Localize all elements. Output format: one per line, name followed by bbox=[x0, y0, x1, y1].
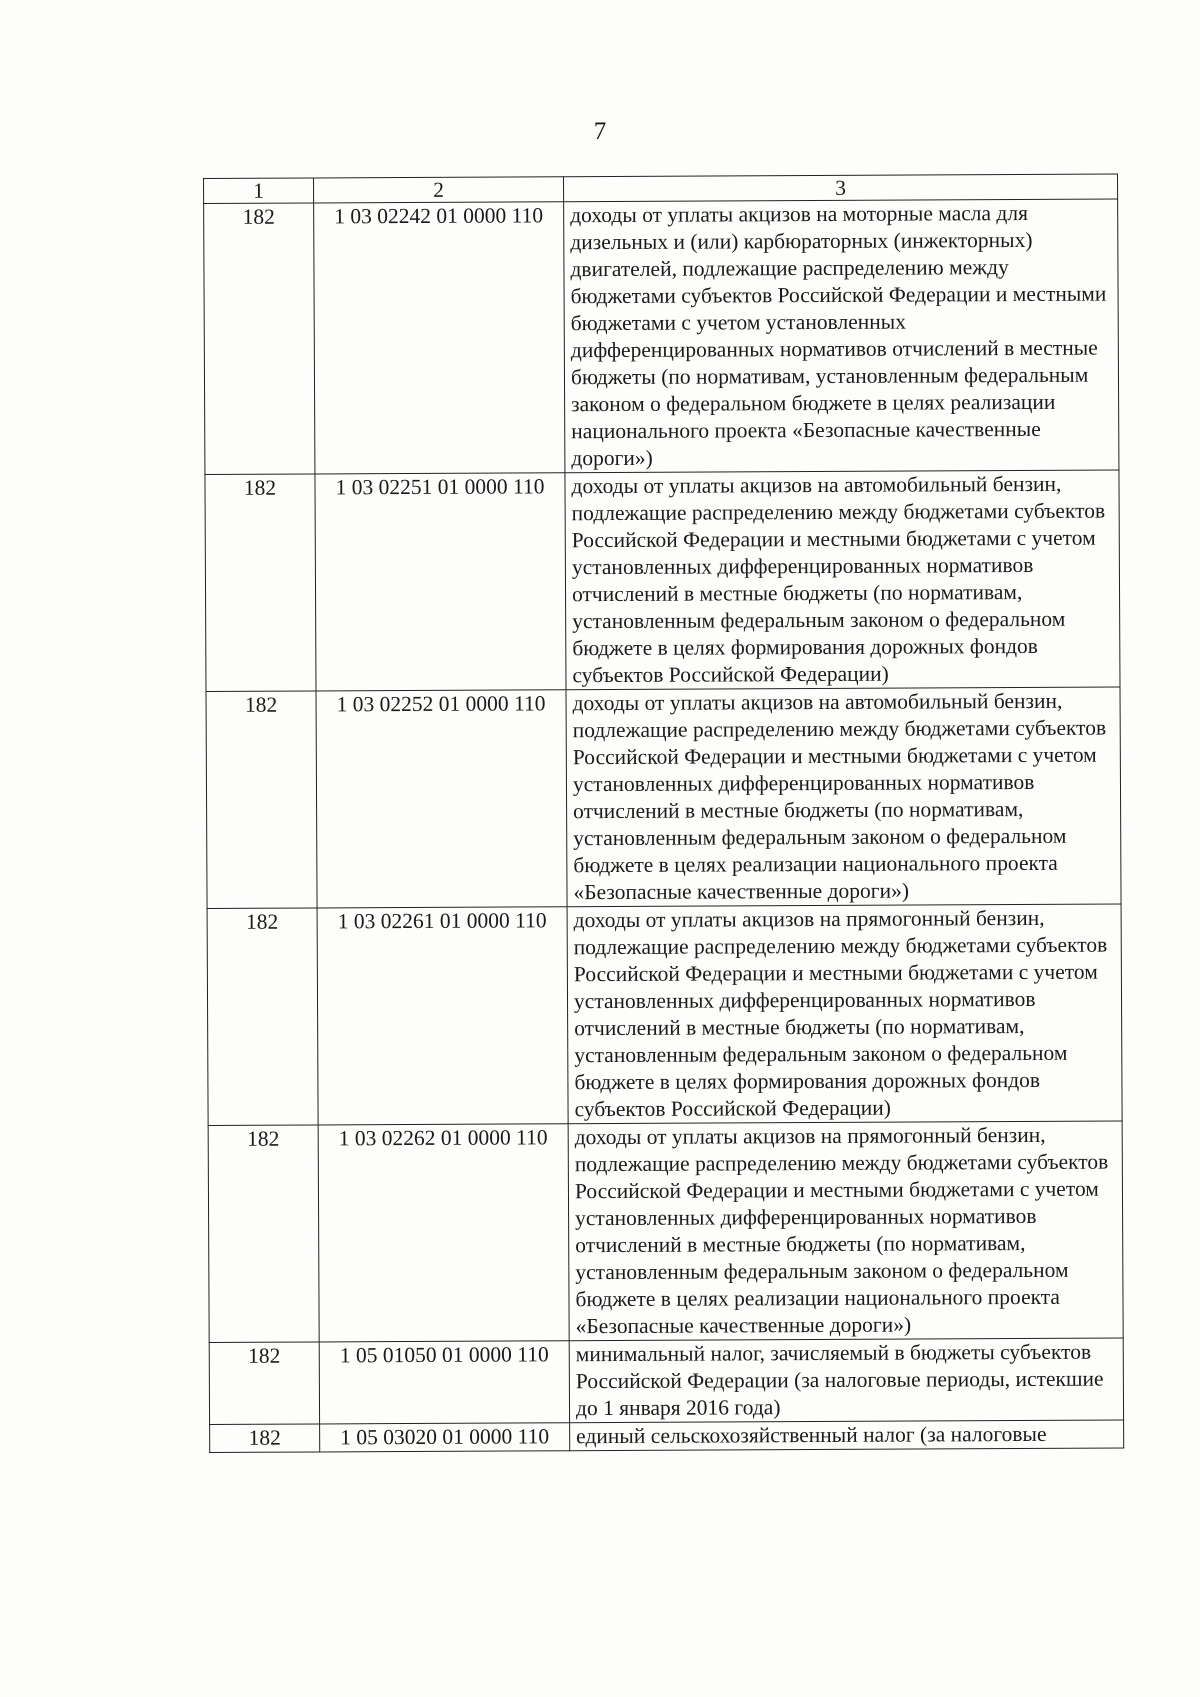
kbk-code-cell: 1 03 02252 01 0000 110 bbox=[316, 690, 567, 908]
table-row bbox=[204, 199, 1119, 474]
kbk-code-cell: 1 05 01050 01 0000 110 bbox=[319, 1341, 569, 1424]
admin-code-cell: 182 bbox=[205, 474, 316, 692]
kbk-code-cell: 1 03 02242 01 0000 110 bbox=[314, 202, 565, 474]
description-cell: доходы от уплаты акцизов на автомобильный бензин, подлежащие распределению между бюджетами субъектов Российской Федерации и местными бюджетами с учетом установленных дифференцированных нормативов отчислений в местные бюджеты (по нормативам, установленным федеральным законом о федеральном бюджете в целях формирования дорожных фондов субъектов Российской Федерации) bbox=[565, 470, 1120, 690]
admin-code-cell: 182 bbox=[204, 203, 315, 475]
kbk-code-cell: 1 05 03020 01 0000 110 bbox=[320, 1423, 570, 1452]
admin-code-cell: 182 bbox=[209, 1342, 319, 1425]
header-col-1: 1 bbox=[204, 178, 314, 204]
header-col-3: 3 bbox=[563, 174, 1117, 202]
admin-code-cell: 182 bbox=[206, 691, 317, 909]
description-cell: доходы от уплаты акцизов на прямогонный бензин, подлежащие распределению между бюджетами субъектов Российской Федерации и местными бюджетами с учетом установленных дифференцированных нормативов отчислений в местные бюджеты (по нормативам, установленным федеральным законом о федеральном бюджете в целях формирования дорожных фондов субъектов Российской Федерации) bbox=[567, 904, 1122, 1124]
table-row bbox=[209, 1338, 1123, 1424]
admin-code-cell: 182 bbox=[208, 1125, 319, 1343]
table-row bbox=[206, 687, 1121, 908]
revenue-codes-table bbox=[203, 174, 1124, 1453]
table-row bbox=[208, 1121, 1123, 1342]
admin-code-cell: 182 bbox=[207, 908, 318, 1126]
table-row bbox=[210, 1420, 1124, 1452]
kbk-code-cell: 1 03 02251 01 0000 110 bbox=[315, 473, 566, 691]
page-number: 7 bbox=[593, 118, 607, 145]
kbk-code-cell: 1 03 02261 01 0000 110 bbox=[317, 907, 568, 1125]
description-cell: минимальный налог, зачисляемый в бюджеты субъектов Российской Федерации (за налоговые периоды, истекшие до 1 января 2016 года) bbox=[569, 1338, 1123, 1423]
description-cell: доходы от уплаты акцизов на прямогонный бензин, подлежащие распределению между бюджетами субъектов Российской Федерации и местными бюджетами с учетом установленных дифференцированных нормативов отчислений в местные бюджеты (по нормативам, установленным федеральным законом о федеральном бюджете в целях реализации национального проекта «Безопасные качественные дороги») bbox=[568, 1121, 1123, 1341]
table-row bbox=[205, 470, 1120, 691]
description-cell: единый сельскохозяйственный налог (за налоговые bbox=[570, 1420, 1124, 1451]
description-cell: доходы от уплаты акцизов на моторные масла для дизельных и (или) карбюраторных (инжекторных) двигателей, подлежащие распределению между бюджетами субъектов Российской Федерации и местными бюджетами с учетом установленных дифференцированных нормативов отчислений в местные бюджеты (по нормативам, установленным федеральным законом о федеральном бюджете в целях реализации национального проекта «Безопасные качественные дороги») bbox=[564, 199, 1119, 473]
kbk-code-cell: 1 03 02262 01 0000 110 bbox=[318, 1124, 569, 1342]
header-col-2: 2 bbox=[314, 177, 564, 203]
admin-code-cell: 182 bbox=[210, 1424, 320, 1453]
description-cell: доходы от уплаты акцизов на автомобильный бензин, подлежащие распределению между бюджетами субъектов Российской Федерации и местными бюджетами с учетом установленных дифференцированных нормативов отчислений в местные бюджеты (по нормативам, установленным федеральным законом о федеральном бюджете в целях реализации национального проекта «Безопасные качественные дороги») bbox=[566, 687, 1121, 907]
table-row bbox=[207, 904, 1122, 1125]
